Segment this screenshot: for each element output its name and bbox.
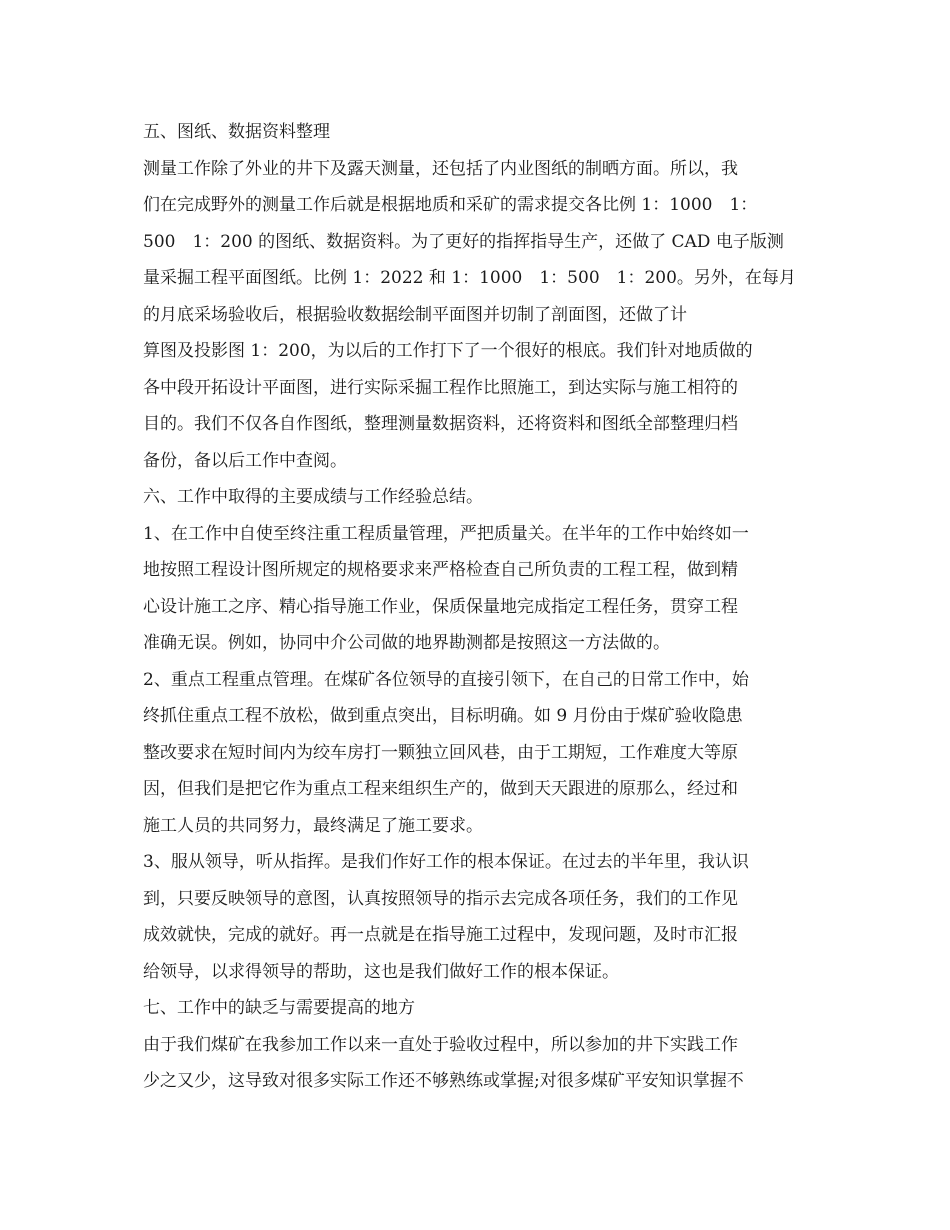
paragraph-line: 们在完成野外的测量工作后就是根据地质和采矿的需求提交各比例 1：1000 1： [143, 195, 758, 215]
paragraph-line: 各中段开拓设计平面图，进行实际采掘工程作比照施工，到达实际与施工相符的 [143, 377, 738, 398]
paragraph-line: 终抓住重点工程不放松，做到重点突出，目标明确。如 9 月份由于煤矿验收隐患 [143, 706, 743, 726]
paragraph-line: 量采掘工程平面图纸。比例 1：2022 和 1：1000 1：500 1：200。另外，在每月 [143, 268, 796, 288]
paragraph-line: 1、在工作中自使至终注重工程质量管理，严把质量关。在半年的工作中始终如一 [143, 523, 749, 544]
paragraph-line: 因，但我们是把它作为重点工程来组织生产的，做到天天跟进的原那么，经过和 [143, 779, 738, 799]
paragraph-line: 的月底采场验收后，根据验收数据绘制平面图并切制了剖面图，还做了计 [143, 304, 687, 325]
paragraph-line: 算图及投影图 1：200，为以后的工作打下了一个很好的根底。我们针对地质做的 [143, 341, 753, 361]
paragraph-line: 备份，备以后工作中查阅。 [143, 450, 347, 471]
document-body [143, 114, 811, 1100]
section-heading-6: 六、工作中取得的主要成绩与工作经验总结。 [143, 487, 483, 507]
paragraph-line: 3、服从领导，听从指挥。是我们作好工作的根本保证。在过去的半年里，我认识 [143, 852, 749, 872]
paragraph-line: 施工人员的共同努力，最终满足了施工要求。 [143, 815, 483, 836]
paragraph-line: 测量工作除了外业的井下及露天测量，还包括了内业图纸的制晒方面。所以，我 [143, 158, 738, 179]
paragraph-line: 少之又少，这导致对很多实际工作还不够熟练或掌握;对很多煤矿平安知识掌握不 [143, 1071, 744, 1091]
paragraph-line: 500 1：200 的图纸、数据资料。为了更好的指挥指导生产，还做了 CAD 电子版测 [143, 231, 784, 252]
paragraph-line: 地按照工程设计图所规定的规格要求来严格检查自己所负责的工程工程，做到精 [143, 560, 738, 580]
paragraph-line: 由于我们煤矿在我参加工作以来一直处于验收过程中，所以参加的井下实践工作 [143, 1034, 738, 1055]
paragraph-line: 到，只要反映领导的意图，认真按照领导的指示去完成各项任务，我们的工作见 [143, 888, 738, 909]
paragraph-line: 准确无误。例如，协同中介公司做的地界勘测都是按照这一方法做的。 [143, 633, 670, 653]
paragraph-line: 整改要求在短时间内为绞车房打一颗独立回风巷，由于工期短，工作难度大等原 [143, 742, 738, 763]
paragraph-line: 目的。我们不仅各自作图纸，整理测量数据资料，还将资料和图纸全部整理归档 [143, 414, 738, 434]
paragraph-line: 2、重点工程重点管理。在煤矿各位领导的直接引领下，在自己的日常工作中，始 [143, 669, 749, 690]
paragraph-line: 心设计施工之序、精心指导施工作业，保质保量地完成指定工程任务，贯穿工程 [143, 596, 738, 617]
paragraph-line: 给领导，以求得领导的帮助，这也是我们做好工作的根本保证。 [143, 961, 619, 982]
section-heading-7: 七、工作中的缺乏与需要提高的地方 [143, 998, 415, 1018]
section-heading-5: 五、图纸、数据资料整理 [143, 122, 330, 142]
paragraph-line: 成效就快，完成的就好。再一点就是在指导施工过程中，发现问题，及时市汇报 [143, 925, 738, 945]
